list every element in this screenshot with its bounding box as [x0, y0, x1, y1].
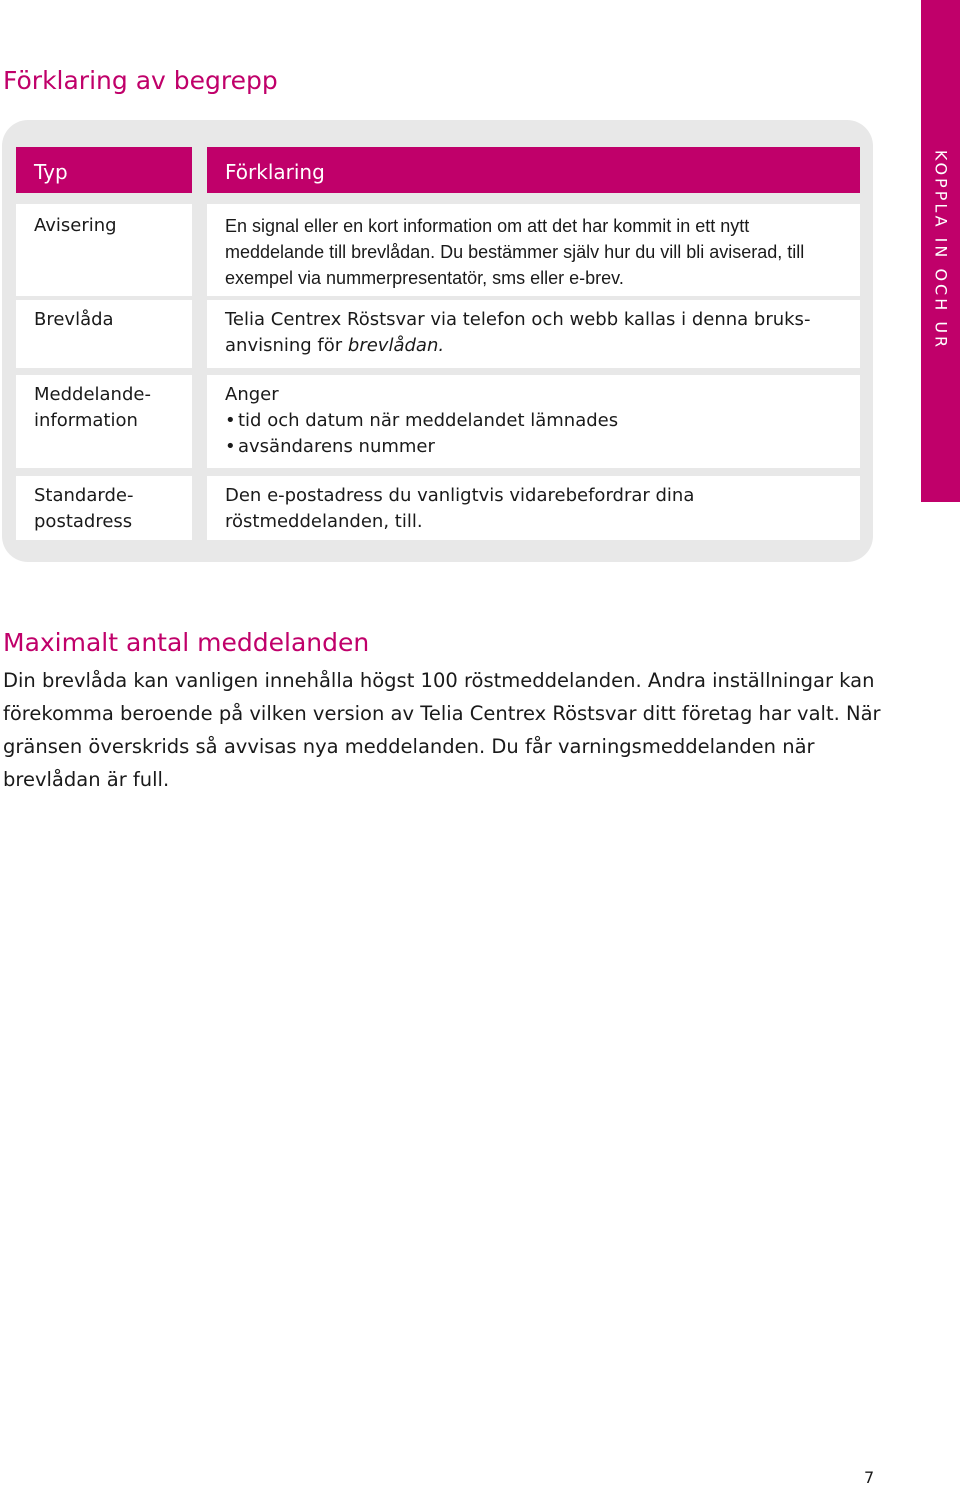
body-paragraph: Din brevlåda kan vanligen innehålla högst 100 röstmeddelanden. Andra inställningar kan förekomma beroende på vilken version av Telia Centrex Röstsvar ditt företag har valt. När gränsen överskrids så avvisas nya meddelanden. Du får varningsmeddelanden när brevlådan är full.	[3, 669, 881, 791]
table-header-explanation: Förklaring	[207, 147, 860, 193]
page-number: 7	[864, 1468, 875, 1487]
table-row-type: Brevlåda	[16, 300, 192, 368]
explanation-text: Telia Centrex Röstsvar via telefon och webb kallas i denna bruksanvisning för	[225, 309, 811, 356]
table-row-type: Meddelandeinformation	[16, 375, 192, 468]
explanation-italic: brevlådan.	[347, 335, 445, 356]
bullet-list	[225, 408, 852, 460]
table-row-explanation	[207, 300, 860, 368]
table-row-explanation	[207, 375, 860, 468]
chapter-tab-label: KOPPLA IN OCH UR	[931, 149, 950, 351]
list-item: • avsändarens nummer	[225, 434, 852, 460]
chapter-side-tab	[921, 0, 960, 502]
table-row-type: Avisering	[16, 204, 192, 296]
table-header-type: Typ	[16, 147, 192, 193]
explanation-intro: Anger	[225, 384, 279, 405]
table-row-explanation: Den e-postadress du vanligtvis vidarebefordrar dina röstmeddelanden, till.	[207, 476, 860, 540]
table-row-type: Standarde-postadress	[16, 476, 192, 540]
list-item: • tid och datum när meddelandet lämnades	[225, 408, 852, 434]
table-row-explanation: En signal eller en kort information om att det har kommit in ett nytt meddelande till brevlådan. Du bestämmer själv hur du vill bli aviserad, till exempel via nummerpresentatör, sms eller e-brev.	[207, 204, 860, 296]
section-title-max-messages: Maximalt antal meddelanden	[3, 628, 370, 657]
definitions-table	[2, 120, 873, 562]
section-title: Förklaring av begrepp	[3, 66, 278, 95]
